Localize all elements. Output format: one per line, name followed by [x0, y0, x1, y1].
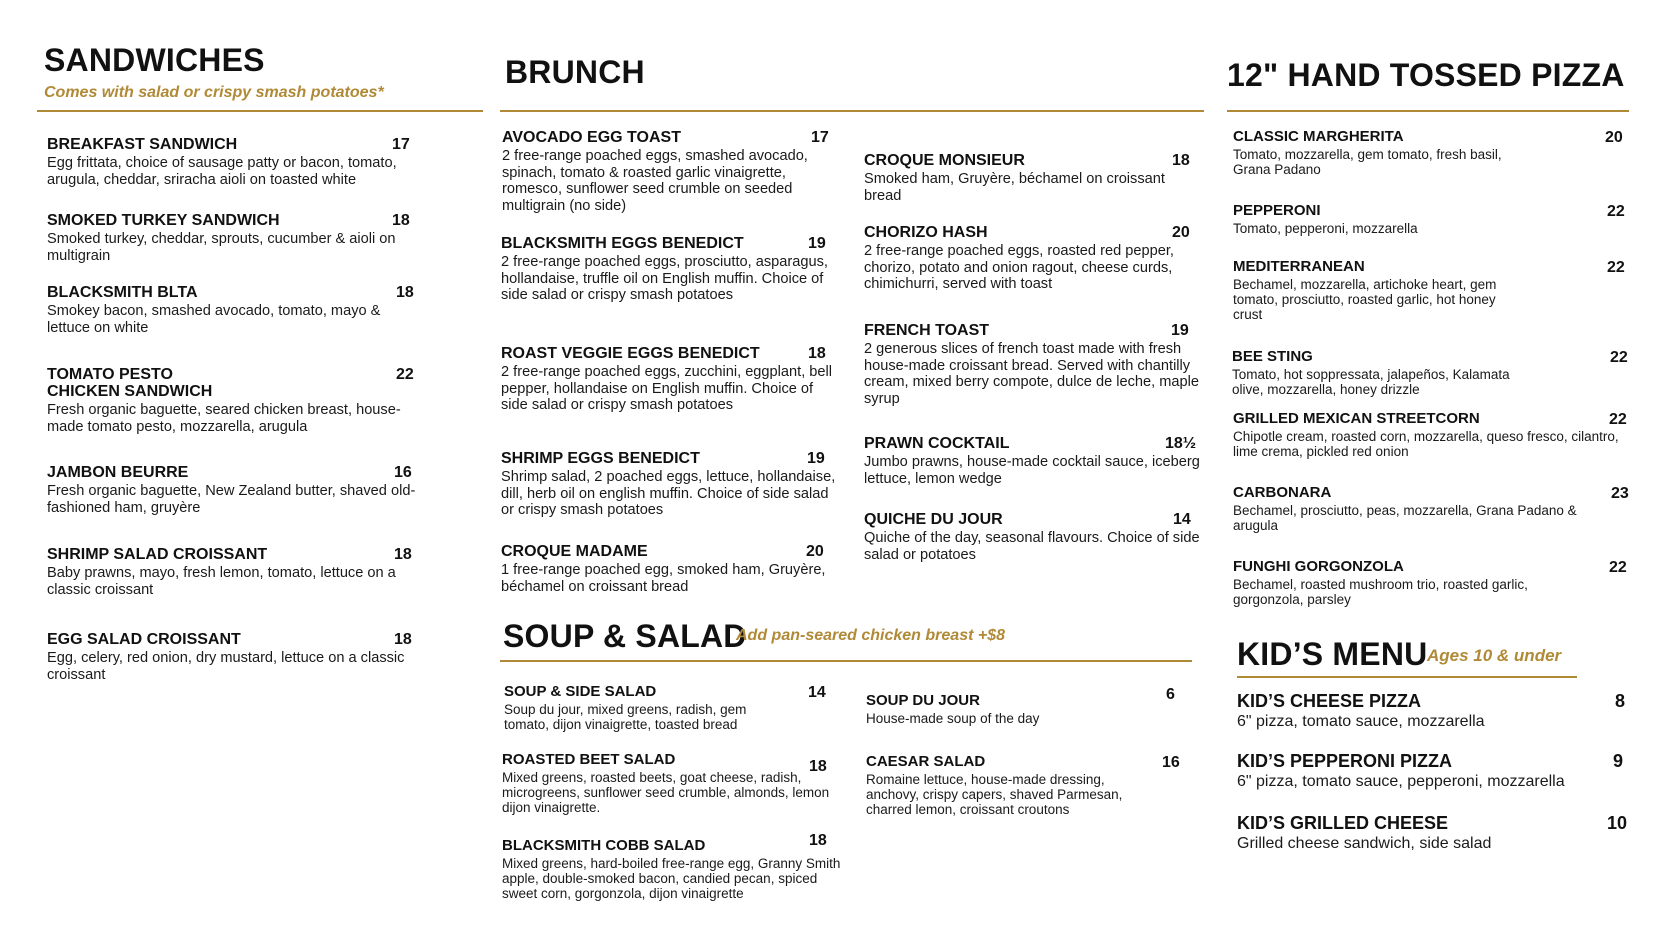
item-price: 22: [1609, 411, 1627, 428]
item-name: ROASTED BEET SALAD: [502, 751, 676, 768]
item-name: CHORIZO HASH: [864, 224, 988, 241]
item-description: Egg, celery, red onion, dry mustard, lettuce on a classic croissant: [47, 650, 405, 683]
item-price: 18: [392, 212, 410, 229]
item-price: 18: [809, 832, 827, 849]
item-price: 16: [394, 464, 412, 481]
item-price: 18: [808, 345, 826, 362]
soup-salad-title: SOUP & SALAD: [503, 618, 747, 654]
item-price: 23: [1611, 485, 1629, 502]
item-name: MEDITERRANEAN: [1233, 258, 1365, 275]
menu-item: [47, 464, 417, 516]
item-price: 17: [811, 129, 829, 146]
kids-note: Ages 10 & under: [1427, 646, 1562, 665]
item-price: 10: [1607, 813, 1628, 833]
item-description: Egg frittata, choice of sausage patty or bacon, tomato, arugula, cheddar, sriracha aioli on toasted white: [47, 155, 397, 188]
item-price: 8: [1615, 691, 1626, 711]
item-description: Jumbo prawns, house-made cocktail sauce, iceberg lettuce, lemon wedge: [864, 454, 1200, 487]
soup-salad-note: Add pan-seared chicken breast +$8: [736, 627, 1005, 644]
item-description: Quiche of the day, seasonal flavours. Choice of side salad or potatoes: [864, 530, 1200, 563]
menu-item: [1233, 558, 1627, 607]
item-name: SHRIMP SALAD CROISSANT: [47, 546, 268, 563]
item-price: 18: [1172, 152, 1190, 169]
item-name: EGG SALAD CROISSANT: [47, 631, 241, 648]
menu-item: [864, 435, 1204, 487]
menu-item: [866, 686, 1186, 726]
soup-salad-divider: [500, 660, 1192, 662]
item-name: CARBONARA: [1233, 484, 1332, 501]
item-name: ROAST VEGGIE EGGS BENEDICT: [501, 345, 760, 362]
item-name: KID’S CHEESE PIZZA: [1237, 691, 1422, 711]
item-description: 2 generous slices of french toast made with fresh house-made croissant bread. Served with chantilly cream, mixed berry compote, dulce de leche, maple syrup: [864, 341, 1200, 407]
item-name: PEPPERONI: [1233, 202, 1321, 219]
menu-item: [1237, 751, 1627, 791]
item-price: 9: [1613, 751, 1624, 771]
menu-item: [864, 152, 1204, 204]
menu-item: [47, 546, 417, 598]
menu-item: [1237, 813, 1627, 853]
brunch-divider: [500, 110, 1204, 112]
menu-item: [864, 322, 1204, 407]
item-price: 22: [1610, 349, 1628, 366]
item-name: BEE STING: [1232, 348, 1313, 365]
item-name: KID’S GRILLED CHEESE: [1237, 813, 1449, 833]
item-price: 6: [1166, 686, 1175, 703]
menu-item: [501, 235, 841, 304]
item-name: AVOCADO EGG TOAST: [502, 129, 681, 146]
menu-item: [866, 753, 1180, 817]
item-name: CROQUE MADAME: [501, 543, 648, 560]
item-price: 22: [396, 366, 414, 383]
item-description: 1 free-range poached egg, smoked ham, Gruyère, béchamel on croissant bread: [501, 562, 826, 595]
item-description: 2 free-range poached eggs, prosciutto, asparagus, hollandaise, truffle oil on English muffin. Choice of side salad or crispy smash potatoes: [501, 254, 828, 303]
menu-item: [47, 212, 427, 264]
item-description: Smokey bacon, smashed avocado, tomato, mayo & lettuce on white: [47, 303, 381, 336]
item-price: 22: [1609, 559, 1627, 576]
item-description: 2 free-range poached eggs, zucchini, eggplant, bell pepper, hollandaise on English muffin. Choice of side salad or crispy smash potatoes: [501, 364, 833, 413]
menu-item: [501, 345, 841, 414]
item-name: JAMBON BEURRE: [47, 464, 189, 481]
item-name: SMOKED TURKEY SANDWICH: [47, 212, 280, 229]
menu-item: [864, 511, 1204, 563]
item-price: 18: [396, 284, 414, 301]
item-name: GRILLED MEXICAN STREETCORN: [1233, 410, 1480, 427]
menu-item: [1232, 348, 1628, 397]
item-name: SOUP DU JOUR: [866, 692, 980, 709]
item-price: 19: [808, 235, 826, 252]
menu-item: [1233, 128, 1623, 177]
menu-item: [502, 752, 842, 815]
item-description: Chipotle cream, roasted corn, mozzarella, queso fresco, cilantro, lime crema, pickled red onion: [1233, 429, 1619, 459]
item-description: 2 free-range poached eggs, roasted red pepper, chorizo, potato and onion ragout, cheese curds, chimichurri, served with toast: [864, 243, 1174, 292]
item-name: FRENCH TOAST: [864, 322, 990, 339]
item-name: CLASSIC MARGHERITA: [1233, 128, 1404, 145]
item-description: 6" pizza, tomato sauce, mozzarella: [1237, 713, 1485, 730]
pizza-title: 12" HAND TOSSED PIZZA: [1227, 57, 1625, 93]
item-price: 16: [1162, 754, 1180, 771]
item-price: 22: [1607, 259, 1625, 276]
menu-item: [1233, 484, 1629, 533]
item-description: Romaine lettuce, house-made dressing, anchovy, crispy capers, shaved Parmesan, charred lemon, croissant croutons: [866, 772, 1123, 817]
item-description: Fresh organic baguette, seared chicken breast, house-made tomato pesto, mozzarella, arugula: [47, 402, 401, 435]
menu-item: [502, 129, 842, 214]
item-description: Shrimp salad, 2 poached eggs, lettuce, hollandaise, dill, herb oil on english muffin. Choice of side salad or crispy smash potatoes: [501, 469, 836, 518]
item-name: CAESAR SALAD: [866, 753, 986, 770]
item-price: 18: [809, 758, 827, 775]
item-description: Baby prawns, mayo, fresh lemon, tomato, lettuce on a classic croissant: [47, 565, 396, 598]
item-description: Soup du jour, mixed greens, radish, gem tomato, dijon vinaigrette, toasted bread: [504, 702, 747, 732]
item-price: 18½: [1165, 435, 1197, 452]
item-price: 19: [807, 450, 825, 467]
item-name: PRAWN COCKTAIL: [864, 435, 1010, 452]
item-price: 14: [808, 684, 826, 701]
sandwiches-note: Comes with salad or crispy smash potatoes*: [44, 84, 384, 101]
menu-item: [1233, 202, 1625, 236]
menu-item: [501, 543, 841, 595]
sandwiches-title: SANDWICHES: [44, 42, 265, 78]
item-description: Bechamel, mozzarella, artichoke heart, gem tomato, prosciutto, roasted garlic, hot honey crust: [1233, 277, 1497, 322]
item-price: 17: [392, 136, 410, 153]
item-description: Bechamel, roasted mushroom trio, roasted garlic, gorgonzola, parsley: [1233, 577, 1528, 607]
menu-item: [504, 684, 844, 732]
kids-divider: [1237, 676, 1577, 678]
item-name: BLACKSMITH COBB SALAD: [502, 837, 706, 854]
item-description: Tomato, hot soppressata, jalapeños, Kalamata olive, mozzarella, honey drizzle: [1232, 367, 1510, 397]
menu-item: [1233, 410, 1627, 459]
menu-item: [502, 832, 842, 901]
item-price: 18: [394, 631, 412, 648]
kids-title: KID’S MENU: [1237, 636, 1428, 672]
item-price: 14: [1173, 511, 1191, 528]
item-name: SOUP & SIDE SALAD: [504, 683, 657, 700]
menu-item: [864, 224, 1204, 293]
item-description: House-made soup of the day: [866, 711, 1040, 726]
item-name: FUNGHI GORGONZOLA: [1233, 558, 1404, 575]
brunch-title: BRUNCH: [505, 54, 645, 90]
menu-item: [47, 366, 417, 435]
menu-item: [1233, 258, 1625, 322]
item-price: 20: [806, 543, 824, 560]
item-name: BLACKSMITH EGGS BENEDICT: [501, 235, 744, 252]
item-description: Smoked ham, Gruyère, béchamel on croissant bread: [864, 171, 1165, 204]
item-description: Mixed greens, hard-boiled free-range egg, Granny Smith apple, double-smoked bacon, candied pecan, spiced sweet corn, gorgonzola, dijon vinaigrette: [502, 856, 841, 901]
menu-item: [47, 284, 417, 336]
item-description: Smoked turkey, cheddar, sprouts, cucumber & aioli on multigrain: [47, 231, 396, 264]
item-price: 19: [1171, 322, 1189, 339]
item-price: 20: [1172, 224, 1190, 241]
item-name: TOMATO PESTO CHICKEN SANDWICH: [47, 366, 213, 400]
sandwiches-divider: [37, 110, 483, 112]
item-name: BLACKSMITH BLTA: [47, 284, 198, 301]
item-description: Tomato, pepperoni, mozzarella: [1233, 221, 1418, 236]
item-description: 6" pizza, tomato sauce, pepperoni, mozzarella: [1237, 773, 1565, 790]
item-description: Grilled cheese sandwich, side salad: [1237, 835, 1492, 852]
item-name: SHRIMP EGGS BENEDICT: [501, 450, 700, 467]
menu-item: [501, 450, 841, 519]
item-description: Tomato, mozzarella, gem tomato, fresh basil, Grana Padano: [1233, 147, 1502, 177]
item-price: 18: [394, 546, 412, 563]
item-description: Bechamel, prosciutto, peas, mozzarella, Grana Padano & arugula: [1233, 503, 1577, 533]
menu-item: [1237, 691, 1627, 731]
item-name: QUICHE DU JOUR: [864, 511, 1003, 528]
item-description: Mixed greens, roasted beets, goat cheese, radish, microgreens, sunflower seed crumble, almonds, lemon dijon vinaigrette.: [502, 770, 830, 815]
item-name: BREAKFAST SANDWICH: [47, 136, 238, 153]
item-description: 2 free-range poached eggs, smashed avocado, spinach, tomato & roasted garlic vinaigrette, romesco, sunflower seed crumble on seeded multigrain (no side): [502, 148, 808, 214]
menu-item: [47, 136, 417, 188]
item-name: CROQUE MONSIEUR: [864, 152, 1025, 169]
item-name: KID’S PEPPERONI PIZZA: [1237, 751, 1453, 771]
item-description: Fresh organic baguette, New Zealand butter, shaved old-fashioned ham, gruyère: [47, 483, 416, 516]
item-price: 22: [1607, 203, 1625, 220]
pizza-divider: [1227, 110, 1629, 112]
menu-item: [47, 631, 417, 683]
item-price: 20: [1605, 129, 1623, 146]
